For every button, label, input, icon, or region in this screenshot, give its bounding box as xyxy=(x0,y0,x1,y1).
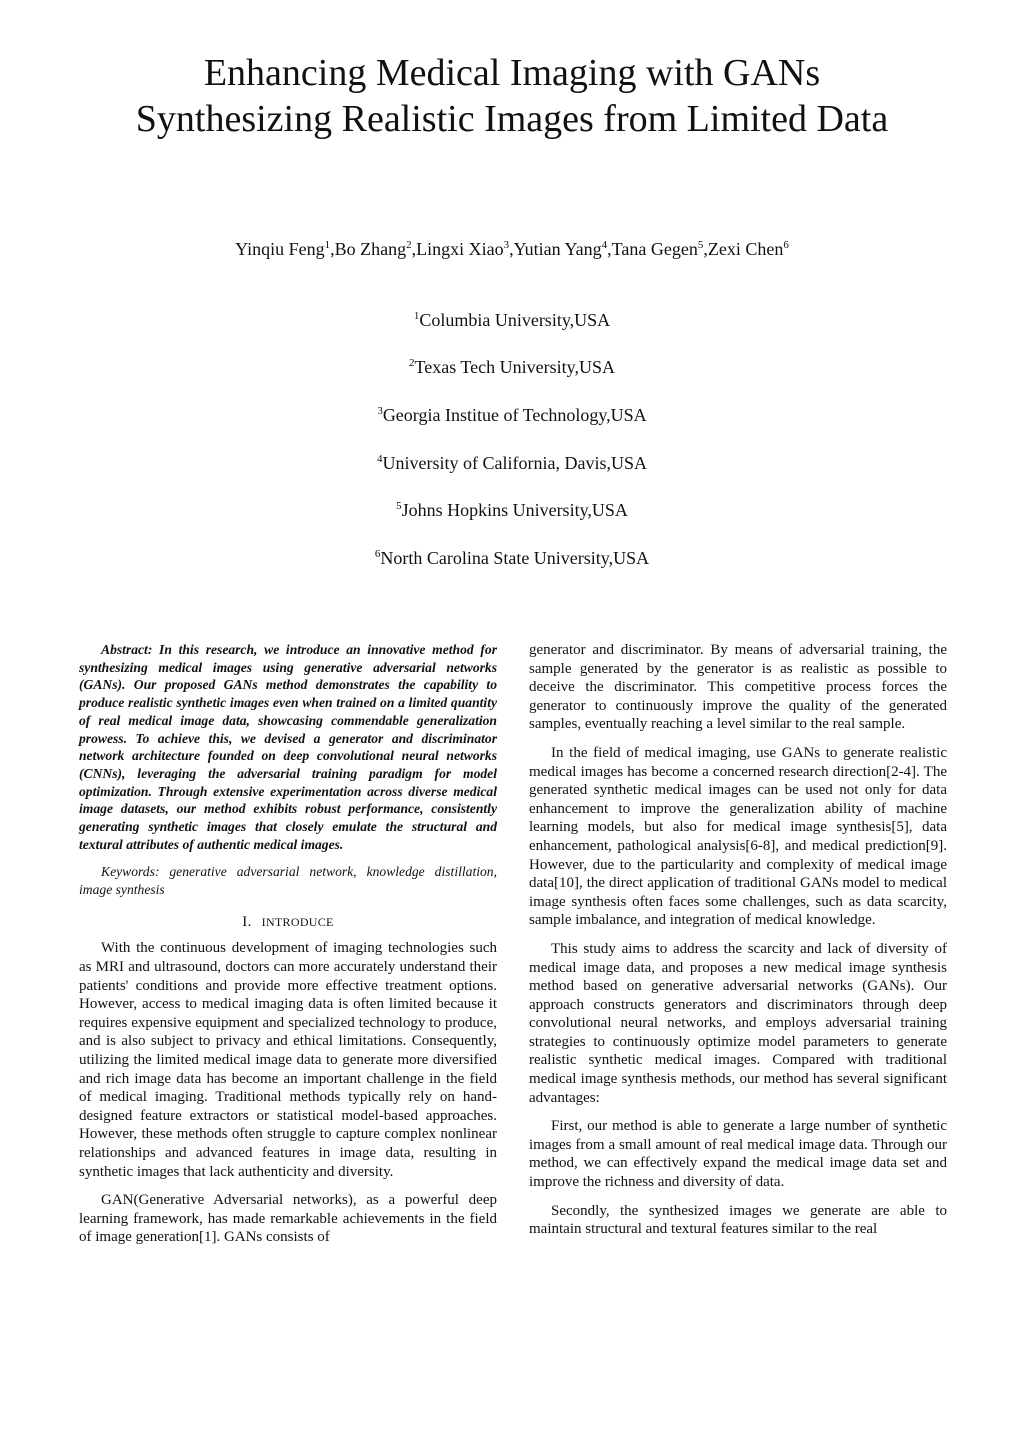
affiliation-text: Georgia Institue of Technology,USA xyxy=(382,405,647,425)
affiliation-2 xyxy=(40,354,984,380)
left-column xyxy=(79,641,497,1257)
section-heading-introduce xyxy=(79,913,497,932)
affiliation-text: University of California, Davis,USA xyxy=(382,453,647,473)
author-name: Lingxi Xiao xyxy=(416,239,504,259)
author-sup: 6 xyxy=(783,239,789,251)
affiliation-4 xyxy=(40,450,984,476)
author-name: Bo Zhang xyxy=(334,239,407,259)
author-sup: 4 xyxy=(601,239,608,251)
affiliation-1 xyxy=(40,307,984,333)
affiliation-5 xyxy=(40,497,984,523)
author-sup: 2 xyxy=(406,239,412,251)
affiliation-sup: 6 xyxy=(374,548,381,560)
affiliation-sup: 3 xyxy=(377,405,383,417)
author-name: Zexi Chen xyxy=(707,239,784,259)
right-column xyxy=(529,641,947,1249)
author-list xyxy=(40,236,984,262)
author-sup: 1 xyxy=(324,239,331,251)
author-sep: , xyxy=(607,239,612,259)
affiliation-text: North Carolina State University,USA xyxy=(380,548,650,568)
body-paragraph: In the field of medical imaging, use GANs to generate realistic medical images has become a concerned research direction[2-4]. The generated synthetic medical images can be used not only for data enhancement to improve the generalization ability of machine learning models, but also for medical image synthesis[5], data enhancement, pathological analysis[6-8], and medical prediction[9]. However, due to the particularity and complexity of medical image data[10], the direct application of traditional GANs model to medical image synthesis often faces some challenges, such as data scarcity, sample imbalance, and integration of medical knowledge. xyxy=(529,744,947,929)
section-title: INTRODUCE xyxy=(261,914,334,929)
author-sup: 5 xyxy=(697,239,704,251)
body-paragraph: This study aims to address the scarcity and lack of diversity of medical image data, and proposes a new medical image synthesis method based on generative adversarial networks (GANs). Our approach constructs generators and discriminators through deep convolutional neural networks, and employs adversarial training strategies to continuously optimize model parameters to generate realistic synthetic medical images. Compared with traditional medical image synthesis methods, our method has several significant advantages: xyxy=(529,940,947,1106)
affiliation-sup: 5 xyxy=(396,500,402,512)
affiliation-3 xyxy=(40,402,984,428)
body-paragraph: First, our method is able to generate a large number of synthetic images from a small amount of real medical image data. Through our method, we can effectively expand the medical image data set and improve the richness and diversity of data. xyxy=(529,1118,947,1191)
affiliation-sup: 1 xyxy=(413,310,420,322)
author-sep: , xyxy=(411,239,417,259)
body-paragraph: With the continuous development of imaging technologies such as MRI and ultrasound, doctors can more accurately understand their patients' conditions and provide more effective treatment options. However, access to medical imaging data is often limited because it requires expensive equipment and specialized technology to produce, and is also subject to privacy and ethical limitations. Consequently, utilizing the limited medical image data to generate more diversified and rich image data has become an important challenge in the field of medical imaging. Traditional methods typically rely on hand-designed feature extractors or statistical model-based approaches. However, these methods often struggle to capture complex nonlinear relationships and advanced features in image data, resulting in synthetic images that lack authenticity and diversity. xyxy=(79,940,497,1180)
paper-title-line-1: Enhancing Medical Imaging with GANs xyxy=(203,52,821,94)
abstract: Abstract: In this research, we introduce an innovative method for synthesizing medical images using generative adversarial networks (GANs). Our proposed GANs method demonstrates the capability to produce realistic synthetic images even when trained on a limited quantity of real medical image data, showcasing commendable generalization prowess. To achieve this, we devised a generator and discriminator network architecture founded on deep convolutional neural networks (CNNs), leveraging the adversarial training paradigm for model optimization. Through extensive experimentation across diverse medical image datasets, our method exhibits robust performance, consistently generating synthetic images that closely emulate the structural and textural attributes of authentic medical images. xyxy=(79,642,497,852)
author-sep: , xyxy=(330,239,335,259)
affiliation-text: Columbia University,USA xyxy=(419,310,611,330)
affiliation-text: Johns Hopkins University,USA xyxy=(401,500,628,520)
author-sep: , xyxy=(509,239,514,259)
paper-title-line-2: Synthesizing Realistic Images from Limited Data xyxy=(135,98,889,140)
author-name: Yutian Yang xyxy=(513,239,602,259)
body-paragraph-continued: generator and discriminator. By means of adversarial training, the sample generated by the generator is as realistic as possible to deceive the discriminator. This competitive process forces the generator to continuously improve the quality of the generated samples, eventually reaching a level similar to the real sample. xyxy=(529,642,947,733)
affiliation-sup: 4 xyxy=(377,453,383,465)
body-paragraph: Secondly, the synthesized images we generate are able to maintain structural and textural features similar to the real xyxy=(529,1202,947,1238)
author-sup: 3 xyxy=(503,239,510,251)
keywords: Keywords: generative adversarial network, knowledge distillation, image synthesis xyxy=(79,864,497,898)
body-paragraph: GAN(Generative Adversarial networks), as a powerful deep learning framework, has made remarkable achievements in the field of image generation[1]. GANs consists of xyxy=(79,1192,497,1246)
author-name: Yinqiu Feng xyxy=(235,239,325,259)
affiliation-sup: 2 xyxy=(409,357,415,369)
section-number: I. xyxy=(242,913,252,930)
author-sep: , xyxy=(703,239,708,259)
author-name: Tana Gegen xyxy=(611,239,698,259)
affiliation-6 xyxy=(40,545,984,571)
affiliation-text: Texas Tech University,USA xyxy=(414,357,615,377)
